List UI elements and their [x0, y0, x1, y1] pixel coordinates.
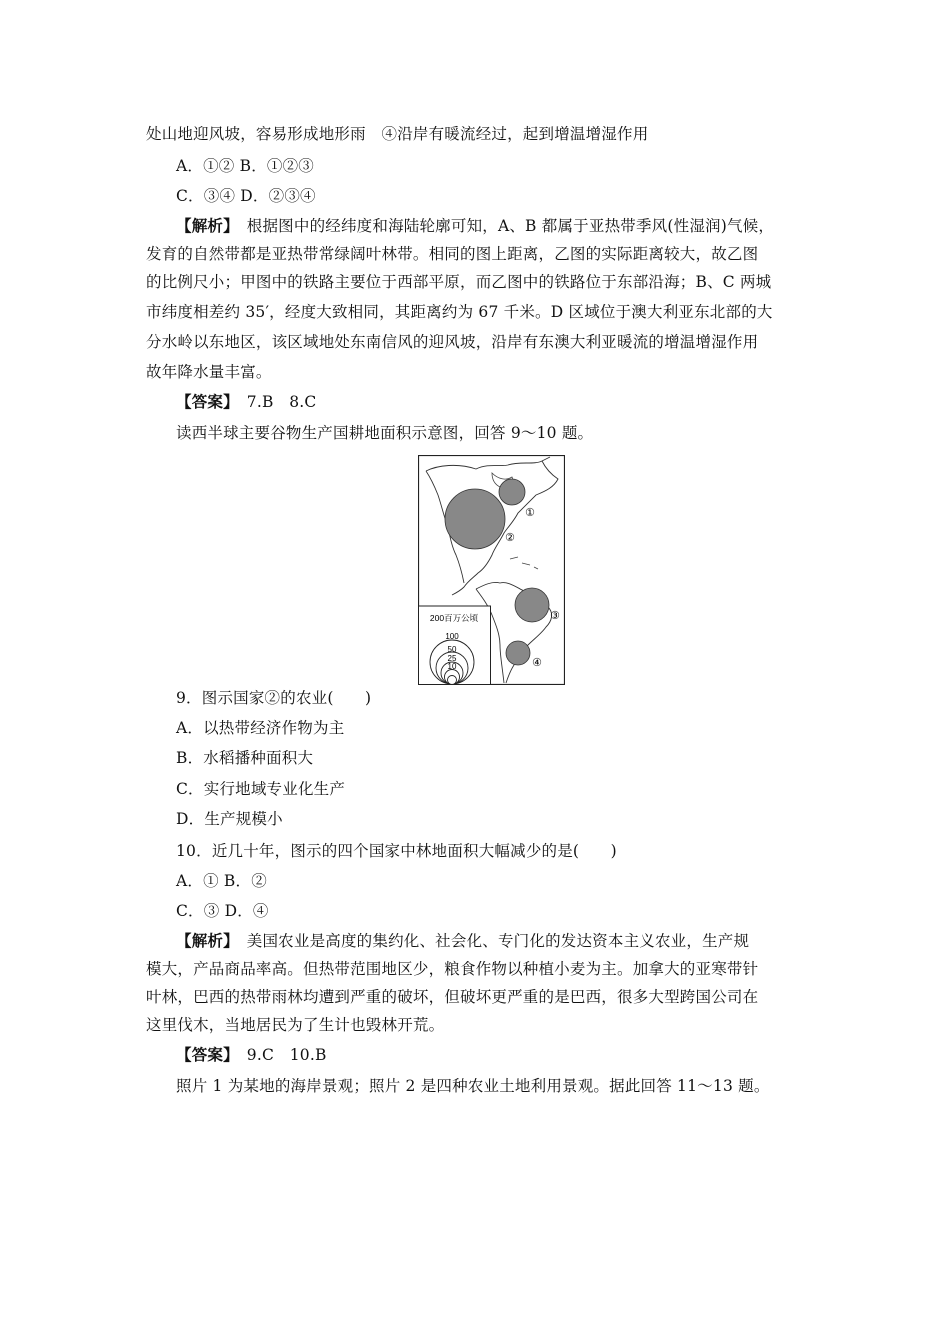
- answer-line: [176, 392, 317, 412]
- analysis-line: [176, 216, 774, 236]
- prev-question-line: 处山地迎风坡，容易形成地形雨 ④沿岸有暖流经过，起到增温增湿作用: [146, 125, 649, 143]
- marker-1: ①: [525, 506, 535, 519]
- q10-options-ab: A．① B．②: [176, 872, 267, 890]
- marker-4: ④: [532, 656, 542, 669]
- country-circle-4: [506, 641, 530, 665]
- legend-value: 100: [445, 632, 459, 641]
- question-intro: 读西半球主要谷物生产国耕地面积示意图，回答 9～10 题。: [176, 424, 594, 442]
- q9-option-a: A．以热带经济作物为主: [176, 719, 345, 737]
- answer-line: [176, 1045, 327, 1065]
- marker-2: ②: [505, 531, 515, 544]
- question-intro: 照片 1 为某地的海岸景观；照片 2 是四种农业土地利用景观。据此回答 11～13 题。: [176, 1077, 770, 1095]
- country-circle-2: [445, 489, 505, 549]
- q9-option-b: B．水稻播种面积大: [176, 749, 314, 767]
- analysis-line: 故年降水量丰富。: [146, 363, 272, 381]
- analysis-tag: 【解析】: [176, 931, 232, 950]
- q9-stem: 9．图示国家②的农业( ): [176, 689, 372, 707]
- analysis-line: [176, 931, 749, 951]
- analysis-line: 模大，产品商品率高。但热带范围地区少，粮食作物以种植小麦为主。加拿大的亚寒带针: [146, 960, 759, 978]
- analysis-line: 分水岭以东地区，该区域地处东南信风的迎风坡，沿岸有东澳大利亚暖流的增温增湿作用: [146, 333, 759, 351]
- country-circle-1: [499, 479, 525, 505]
- legend-value: 50: [447, 645, 457, 654]
- analysis-line: 发育的自然带都是亚热带常绿阔叶林带。相同的图上距离，乙图的实际距离较大，故乙图: [146, 245, 759, 263]
- answer-text: 9.C 10.B: [231, 1046, 327, 1064]
- q10-stem: 10．近几十年，图示的四个国家中林地面积大幅减少的是( ): [176, 842, 617, 860]
- analysis-line: 这里伐木，当地居民为了生计也毁林开荒。: [146, 1016, 445, 1034]
- analysis-line: 叶林，巴西的热带雨林均遭到严重的破坏，但破坏更严重的是巴西，很多大型跨国公司在: [146, 988, 759, 1006]
- legend-value: 25: [447, 654, 457, 663]
- prev-options-cd: C．③④ D．②③④: [176, 187, 316, 205]
- analysis-line: 的比例尺小；甲图中的铁路主要位于西部平原，而乙图中的铁路位于东部沿海；B、C 两城: [146, 273, 772, 291]
- q9-option-c: C．实行地域专业化生产: [176, 780, 346, 798]
- country-circle-3: [515, 588, 549, 622]
- legend-value: 10: [447, 662, 457, 671]
- analysis-tag: 【解析】: [176, 216, 232, 235]
- prev-options-ab: A．①② B．①②③: [176, 157, 315, 175]
- analysis-text: 美国农业是高度的集约化、社会化、专门化的发达资本主义农业，生产规: [231, 932, 750, 950]
- western-hemisphere-map: [418, 455, 565, 685]
- answer-tag: 【答案】: [176, 1045, 232, 1064]
- answer-text: 7.B 8.C: [231, 393, 317, 411]
- marker-3: ③: [550, 609, 560, 622]
- legend-title: 200百万公顷: [429, 613, 479, 623]
- q10-options-cd: C．③ D．④: [176, 902, 269, 920]
- analysis-text: 根据图中的经纬度和海陆轮廓可知，A、B 都属于亚热带季风(性湿润)气候，: [231, 217, 775, 235]
- analysis-line: 市纬度相差约 35′，经度大致相同，其距离约为 67 千米。D 区域位于澳大利亚东北部的大: [146, 303, 773, 321]
- answer-tag: 【答案】: [176, 392, 232, 411]
- q9-option-d: D．生产规模小: [176, 810, 283, 828]
